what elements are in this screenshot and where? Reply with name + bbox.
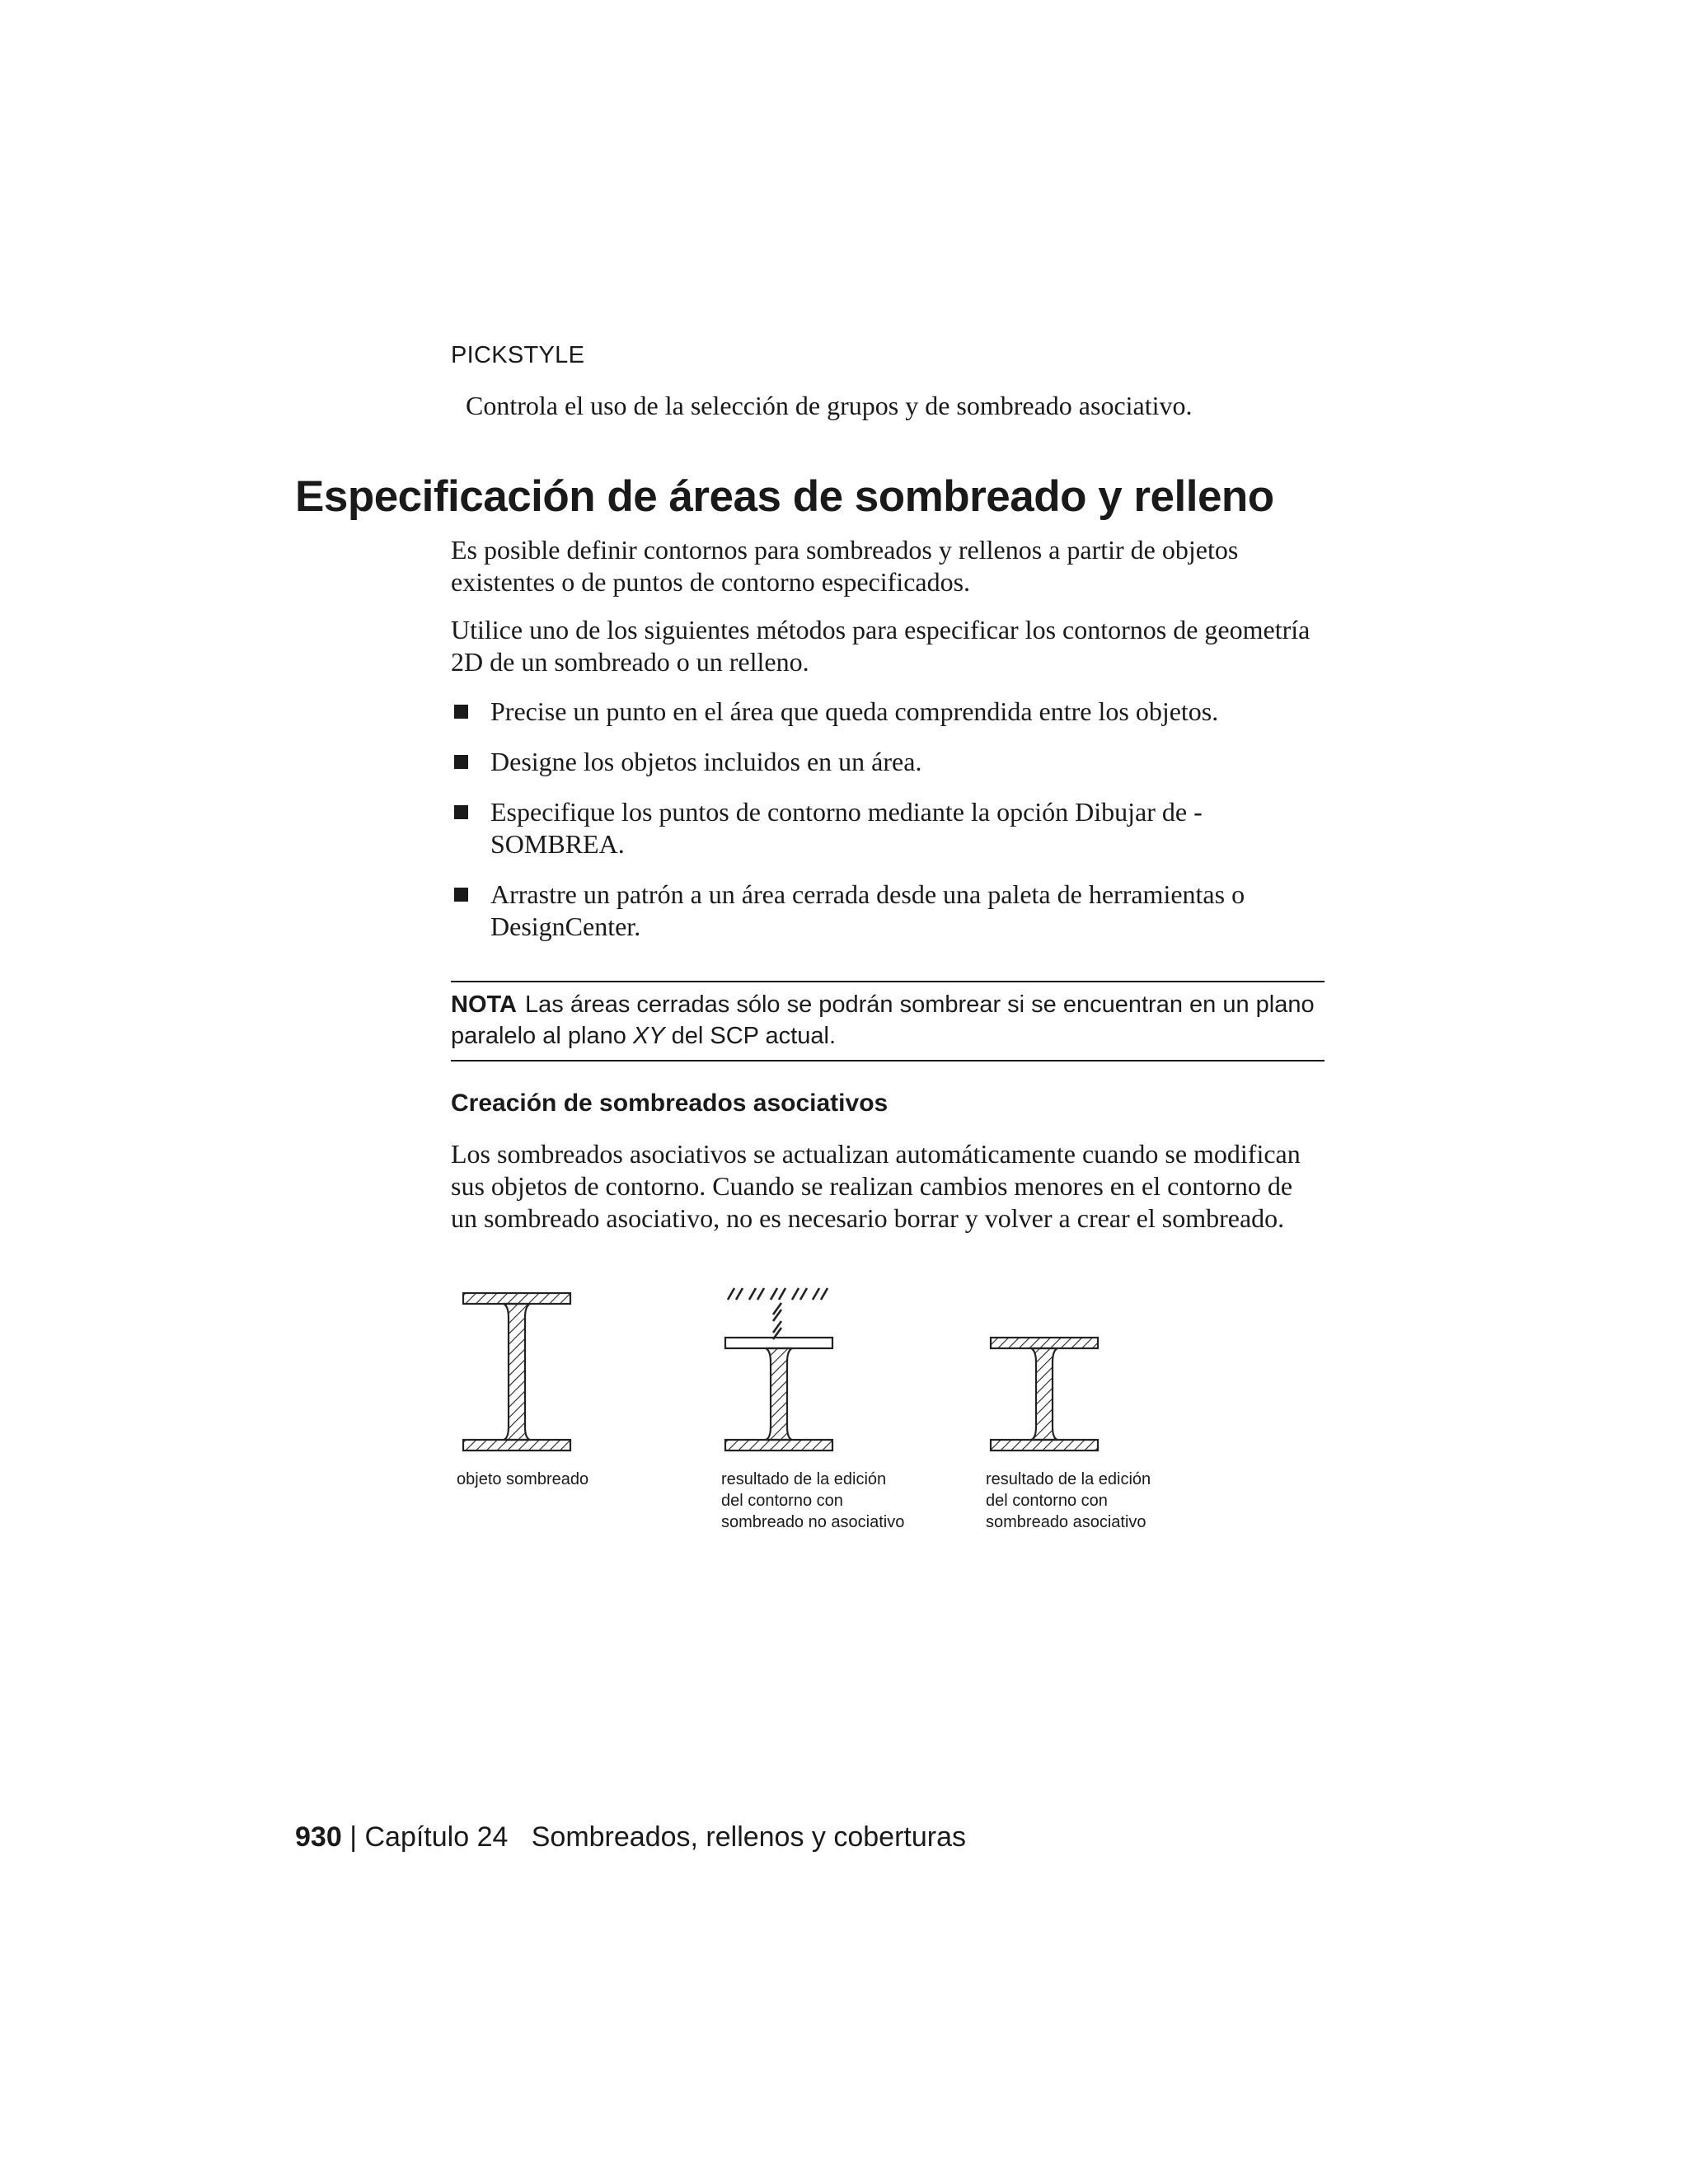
subsection-paragraph: Los sombreados asociativos se actualizan automáticamente cuando se modifican sus objetos de contorno. Cuando se realizan cambios menores en el contorno de un sombreado asociativo, no es necesario borrar y volver a crear el sombreado. bbox=[451, 1139, 1301, 1233]
section-paragraph-1: Es posible definir contornos para sombreados y rellenos a partir de objetos existentes o de puntos de contorno especificados. bbox=[451, 535, 1239, 597]
note-text: Las áreas cerradas sólo se podrán sombrear si se encuentran en un plano paralelo al plano bbox=[451, 991, 1315, 1049]
list-item-text: Especifique los puntos de contorno mediante la opción Dibujar de -SOMBREA. bbox=[490, 797, 1203, 859]
caption-non-associative: resultado de la edición del contorno con sombreado no asociativo bbox=[721, 1470, 905, 1531]
page-footer bbox=[295, 1821, 966, 1854]
term-description: Controla el uso de la selección de grupos y de sombreado asociativo. bbox=[466, 391, 1193, 420]
subsection-title: Creación de sombreados asociativos bbox=[451, 1090, 889, 1117]
square-bullet-icon bbox=[454, 805, 468, 819]
term-name: PICKSTYLE bbox=[451, 342, 585, 368]
hatched-beam bbox=[463, 1293, 570, 1451]
list-item-text: Arrastre un patrón a un área cerrada desde una paleta de herramientas o DesignCenter. bbox=[490, 879, 1245, 941]
non-associative-beam bbox=[725, 1288, 832, 1451]
caption-associative: resultado de la edición del contorno con sombreado asociativo bbox=[986, 1470, 1151, 1531]
hatch-figure bbox=[445, 1282, 1203, 1554]
note-box bbox=[451, 981, 1325, 1062]
footer-separator: | bbox=[349, 1821, 358, 1853]
caption-hatched-object: objeto sombreado bbox=[457, 1470, 589, 1488]
associative-beam bbox=[991, 1338, 1098, 1451]
note-text-end: del SCP actual. bbox=[664, 1023, 836, 1049]
list-item-text: Designe los objetos incluidos en un área. bbox=[490, 747, 922, 776]
section-title: Especificación de áreas de sombreado y relleno bbox=[295, 472, 1274, 521]
page-number: 930 bbox=[295, 1821, 342, 1853]
square-bullet-icon bbox=[454, 888, 468, 902]
square-bullet-icon bbox=[454, 755, 468, 769]
note-text-italic: XY bbox=[632, 1023, 665, 1049]
section-paragraph-2: Utilice uno de los siguientes métodos para especificar los contornos de geometría 2D de un sombreado o un relleno. bbox=[451, 615, 1311, 677]
list-item bbox=[451, 796, 1325, 860]
note-label: NOTA bbox=[451, 991, 518, 1018]
list-item-text: Precise un punto en el área que queda comprendida entre los objetos. bbox=[490, 696, 1219, 726]
square-bullet-icon bbox=[454, 705, 468, 719]
method-list bbox=[451, 696, 1325, 961]
chapter-title: Sombreados, rellenos y coberturas bbox=[531, 1821, 966, 1853]
list-item bbox=[451, 746, 1325, 778]
i-beam-illustration bbox=[445, 1282, 1203, 1479]
chapter-number: Capítulo 24 bbox=[364, 1821, 509, 1853]
list-item bbox=[451, 879, 1325, 943]
list-item bbox=[451, 696, 1325, 728]
